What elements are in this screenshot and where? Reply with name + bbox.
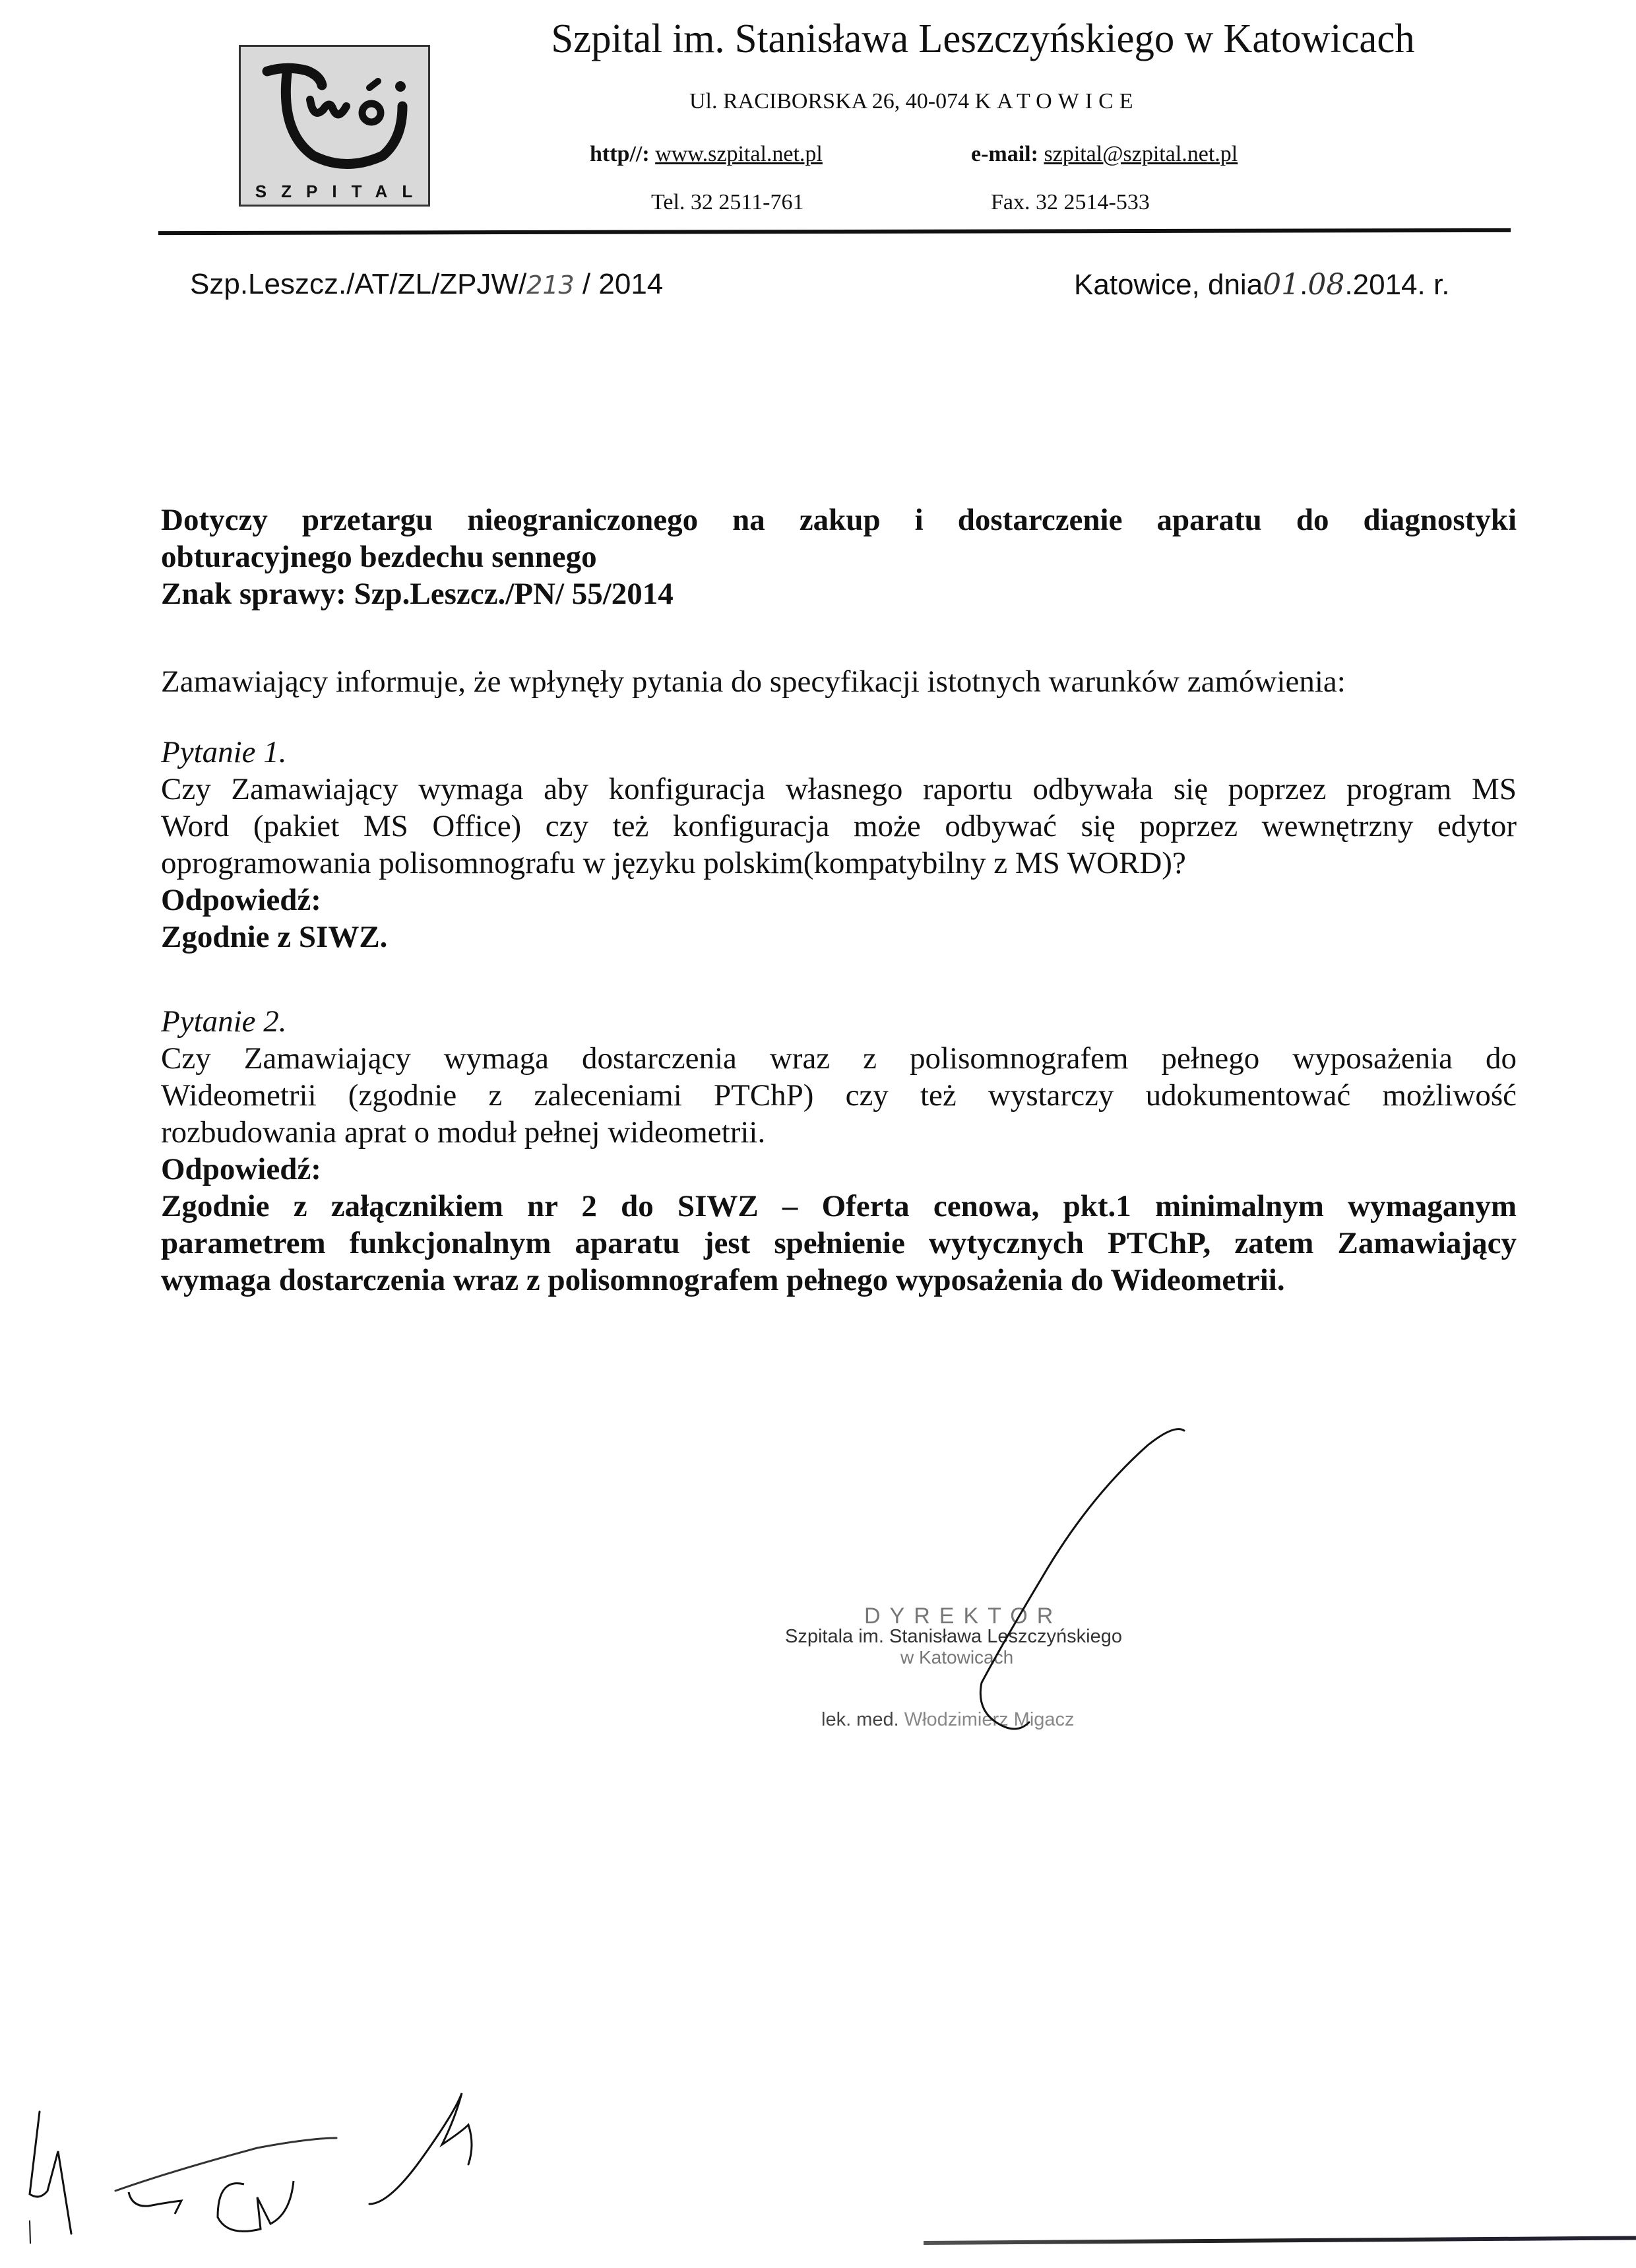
date-suffix: .2014. r. xyxy=(1344,269,1450,301)
date-handwritten-month: 08 xyxy=(1307,268,1345,302)
email-label: e-mail: xyxy=(971,142,1044,166)
question-line: Wideometrii (zgodnie z zaleceniami PTChP) czy też wystarczy udokumentować możliwość xyxy=(161,1078,1517,1113)
stamp-organization: Szpitala im. Stanisława Leszczyńskiego xyxy=(785,1626,1122,1647)
question-heading: Pytanie 1. xyxy=(161,735,287,769)
reference-prefix: Szp.Leszcz./AT/ZL/ZPJW/ xyxy=(190,268,527,300)
stamp-city: w Katowicach xyxy=(900,1647,1014,1668)
reference-number xyxy=(190,268,663,301)
reference-suffix: / 2014 xyxy=(574,268,664,300)
stamp-title: DYREKTOR xyxy=(864,1604,1063,1629)
hospital-email xyxy=(971,142,1238,167)
question-line: rozbudowania aprat o moduł pełnej wideometrii. xyxy=(161,1115,766,1150)
reference-handwritten-number: 213 xyxy=(526,271,575,300)
date-prefix: Katowice, dnia xyxy=(1074,269,1263,301)
answer-label: Odpowiedź: xyxy=(161,883,321,917)
email-link[interactable]: szpital@szpital.net.pl xyxy=(1044,142,1238,166)
case-number: Znak sprawy: Szp.Leszcz./PN/ 55/2014 xyxy=(161,577,674,611)
web-link[interactable]: www.szpital.net.pl xyxy=(655,142,823,166)
question-1 xyxy=(161,734,1517,956)
question-line: Czy Zamawiający wymaga aby konfiguracja własnego raportu odbywała się poprzez program MS xyxy=(161,772,1517,806)
hospital-logo xyxy=(239,45,430,207)
hospital-fax: Fax. 32 2514-533 xyxy=(991,190,1150,214)
page-edge-shadow xyxy=(924,2236,1636,2245)
subject-line: Dotyczy przetargu nieograniczonego na zakup i dostarczenie aparatu do diagnostyki xyxy=(161,503,1517,537)
question-line: Czy Zamawiający wymaga dostarczenia wraz z polisomnografem pełnego wyposażenia do xyxy=(161,1041,1517,1076)
answer-line: Zgodnie z SIWZ. xyxy=(161,920,388,954)
question-line: Word (pakiet MS Office) czy też konfiguracja może odbywać się poprzez wewnętrzny edytor xyxy=(161,809,1517,843)
address-street: Ul. RACIBORSKA 26, 40-074 xyxy=(689,89,975,113)
question-line: oprogramowania polisomnografu w języku polskim(kompatybilny z MS WORD)? xyxy=(161,846,1186,880)
question-heading: Pytanie 2. xyxy=(161,1004,287,1039)
hospital-website xyxy=(590,142,823,167)
hospital-name: Szpital im. Stanisława Leszczyńskiego w Katowicach xyxy=(551,16,1415,61)
logo-label: SZPITAL xyxy=(255,181,427,201)
handwritten-signature-icon xyxy=(924,1419,1201,1735)
question-2 xyxy=(161,1003,1517,1299)
intro-text: Zamawiający informuje, że wpłynęły pytania do specyfikacji istotnych warunków zamówienia: xyxy=(161,664,1346,699)
answer-line: parametrem funkcjonalnym aparatu jest spełnienie wytycznych PTChP, zatem Zamawiający xyxy=(161,1226,1517,1260)
hospital-phone: Tel. 32 2511-761 xyxy=(651,190,804,214)
letter-date xyxy=(1074,268,1449,302)
date-separator: . xyxy=(1300,269,1308,301)
signatory-name: Włodzimierz Migacz xyxy=(904,1709,1075,1730)
address-city: KATOWICE xyxy=(974,89,1139,113)
subject-block xyxy=(161,502,1517,612)
answer-label: Odpowiedź: xyxy=(161,1152,321,1186)
subject-line: obturacyjnego bezdechu sennego xyxy=(161,540,597,574)
header-divider xyxy=(158,228,1511,235)
signatory-title: lek. med. xyxy=(821,1709,904,1730)
date-handwritten-day: 01 xyxy=(1263,268,1300,302)
web-label: http//: xyxy=(590,142,656,166)
answer-line: wymaga dostarczenia wraz z polisomnografem pełnego wyposażenia do Wideometrii. xyxy=(161,1263,1285,1297)
answer-line: Zgodnie z załącznikiem nr 2 do SIWZ – Oferta cenowa, pkt.1 minimalnym wymaganym xyxy=(161,1189,1517,1223)
hospital-address xyxy=(689,89,1139,114)
handwritten-initials-icon xyxy=(0,2085,501,2263)
